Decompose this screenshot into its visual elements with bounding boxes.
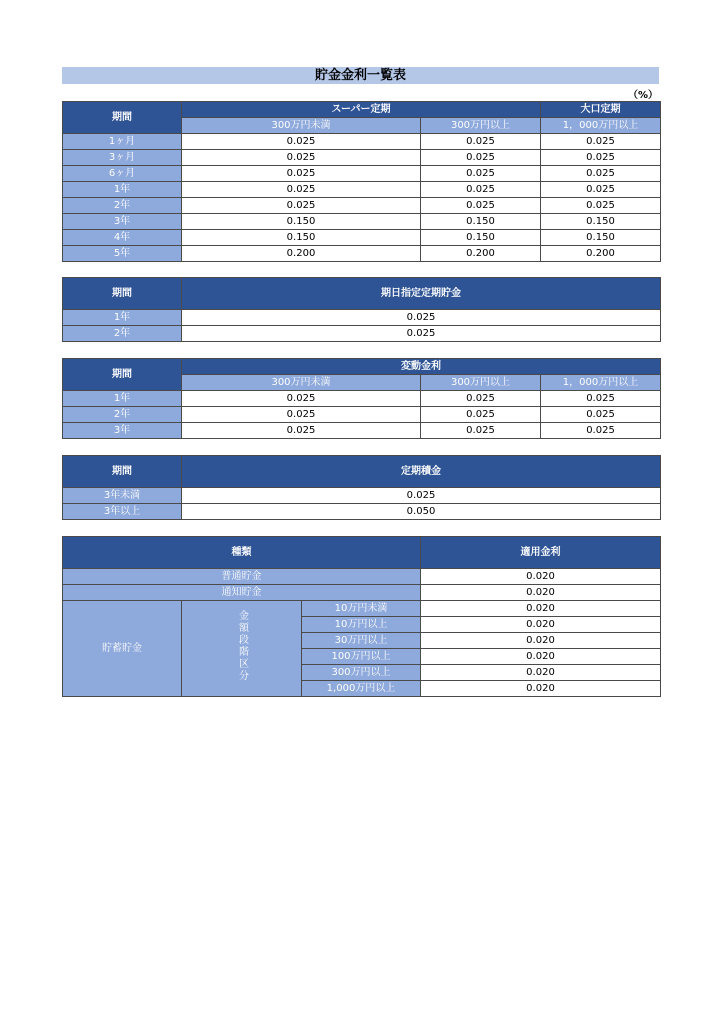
- table-row: [63, 326, 661, 342]
- tier-label: 10万円以上: [302, 617, 421, 633]
- row-label: 通知貯金: [63, 585, 421, 601]
- rate-value: 0.025: [421, 150, 541, 166]
- rate-value: 0.025: [541, 407, 661, 423]
- rate-value: 0.025: [421, 423, 541, 439]
- row-label: 1年: [63, 182, 182, 198]
- period-header: 期間: [63, 102, 182, 134]
- unit-label: （%）: [627, 90, 658, 101]
- type-header: 種類: [63, 537, 421, 569]
- rate-value: 0.200: [182, 246, 421, 262]
- row-label: 3年: [63, 214, 182, 230]
- period-header: 期間: [63, 456, 182, 488]
- col-header: 1，000万円以上: [541, 375, 661, 391]
- rate-value: 0.025: [421, 407, 541, 423]
- period-header: 期間: [63, 359, 182, 391]
- table-row: [63, 504, 661, 520]
- rate-value: 0.025: [182, 488, 661, 504]
- rate-value: 0.200: [421, 246, 541, 262]
- rate-value: 0.025: [541, 198, 661, 214]
- rate-value: 0.150: [421, 230, 541, 246]
- column-header: 期日指定定期貯金: [182, 278, 661, 310]
- period-header: 期間: [63, 278, 182, 310]
- rate-header: 適用金利: [421, 537, 661, 569]
- rate-value: 0.020: [421, 617, 661, 633]
- table-row: [63, 198, 661, 214]
- rate-value: 0.150: [421, 214, 541, 230]
- rate-value: 0.020: [421, 633, 661, 649]
- tier-label: 10万円未満: [302, 601, 421, 617]
- tier-label: 100万円以上: [302, 649, 421, 665]
- rate-value: 0.025: [182, 391, 421, 407]
- row-label: 3ヶ月: [63, 150, 182, 166]
- rate-value: 0.025: [421, 134, 541, 150]
- rate-value: 0.025: [421, 198, 541, 214]
- rate-value: 0.025: [541, 391, 661, 407]
- rate-value: 0.025: [182, 182, 421, 198]
- rate-value: 0.025: [182, 198, 421, 214]
- col-header: 300万円以上: [421, 118, 541, 134]
- rate-value: 0.025: [541, 150, 661, 166]
- rate-value: 0.025: [182, 310, 661, 326]
- col-header: 300万円以上: [421, 375, 541, 391]
- row-label: 2年: [63, 198, 182, 214]
- category-vertical-text: 金額段階区分: [236, 610, 248, 682]
- table-row: [63, 166, 661, 182]
- tier-label: 30万円以上: [302, 633, 421, 649]
- rate-value: 0.025: [541, 134, 661, 150]
- table-row: [63, 407, 661, 423]
- col-header: 1，000万円以上: [541, 118, 661, 134]
- row-label: 4年: [63, 230, 182, 246]
- fixed-date-deposit-table: [62, 277, 661, 342]
- rate-value: 0.025: [421, 166, 541, 182]
- table-row: [63, 246, 661, 262]
- table-row: [63, 230, 661, 246]
- page-title: 貯金金利一覧表: [62, 67, 659, 84]
- row-label: 普通貯金: [63, 569, 421, 585]
- row-label: 1ヶ月: [63, 134, 182, 150]
- table-row: [63, 569, 661, 585]
- rate-value: 0.025: [182, 150, 421, 166]
- rate-value: 0.025: [541, 166, 661, 182]
- savings-label: 貯蓄貯金: [63, 601, 182, 697]
- amount-tier-category: [182, 601, 302, 697]
- rate-value: 0.025: [541, 423, 661, 439]
- rate-value: 0.200: [541, 246, 661, 262]
- row-label: 1年: [63, 310, 182, 326]
- super-time-deposit-table: [62, 101, 661, 262]
- column-header: 変動金利: [182, 359, 661, 375]
- rate-value: 0.025: [182, 326, 661, 342]
- rate-value: 0.020: [421, 665, 661, 681]
- table-row: [63, 585, 661, 601]
- rate-value: 0.025: [182, 166, 421, 182]
- rate-value: 0.025: [421, 182, 541, 198]
- table-row: [63, 310, 661, 326]
- row-label: 1年: [63, 391, 182, 407]
- row-label: 6ヶ月: [63, 166, 182, 182]
- row-label: 5年: [63, 246, 182, 262]
- row-label: 2年: [63, 407, 182, 423]
- rate-value: 0.025: [182, 423, 421, 439]
- installment-savings-table: [62, 455, 661, 520]
- rate-value: 0.020: [421, 569, 661, 585]
- table-row: [63, 134, 661, 150]
- rate-value: 0.020: [421, 681, 661, 697]
- rate-value: 0.150: [541, 214, 661, 230]
- rate-value: 0.150: [182, 230, 421, 246]
- row-label: 2年: [63, 326, 182, 342]
- rate-value: 0.025: [421, 391, 541, 407]
- rate-value: 0.150: [541, 230, 661, 246]
- rate-value: 0.025: [541, 182, 661, 198]
- row-label: 3年以上: [63, 504, 182, 520]
- table-row: [63, 423, 661, 439]
- row-label: 3年未満: [63, 488, 182, 504]
- table-row: [63, 488, 661, 504]
- tier-label: 1,000万円以上: [302, 681, 421, 697]
- table-row: [63, 182, 661, 198]
- table-row: [63, 214, 661, 230]
- table-row: [63, 391, 661, 407]
- deposit-types-table: [62, 536, 661, 697]
- table-row: [63, 150, 661, 166]
- rate-value: 0.025: [182, 407, 421, 423]
- row-label: 3年: [63, 423, 182, 439]
- table-row: [63, 601, 661, 617]
- column-header: 定期積金: [182, 456, 661, 488]
- rate-value: 0.020: [421, 601, 661, 617]
- rate-value: 0.020: [421, 649, 661, 665]
- col-header: 300万円未満: [182, 118, 421, 134]
- rate-value: 0.050: [182, 504, 661, 520]
- rate-value: 0.150: [182, 214, 421, 230]
- super-header: スーパー定期: [182, 102, 541, 118]
- variable-rate-table: [62, 358, 661, 439]
- tier-label: 300万円以上: [302, 665, 421, 681]
- rate-value: 0.020: [421, 585, 661, 601]
- large-header: 大口定期: [541, 102, 661, 118]
- col-header: 300万円未満: [182, 375, 421, 391]
- rate-value: 0.025: [182, 134, 421, 150]
